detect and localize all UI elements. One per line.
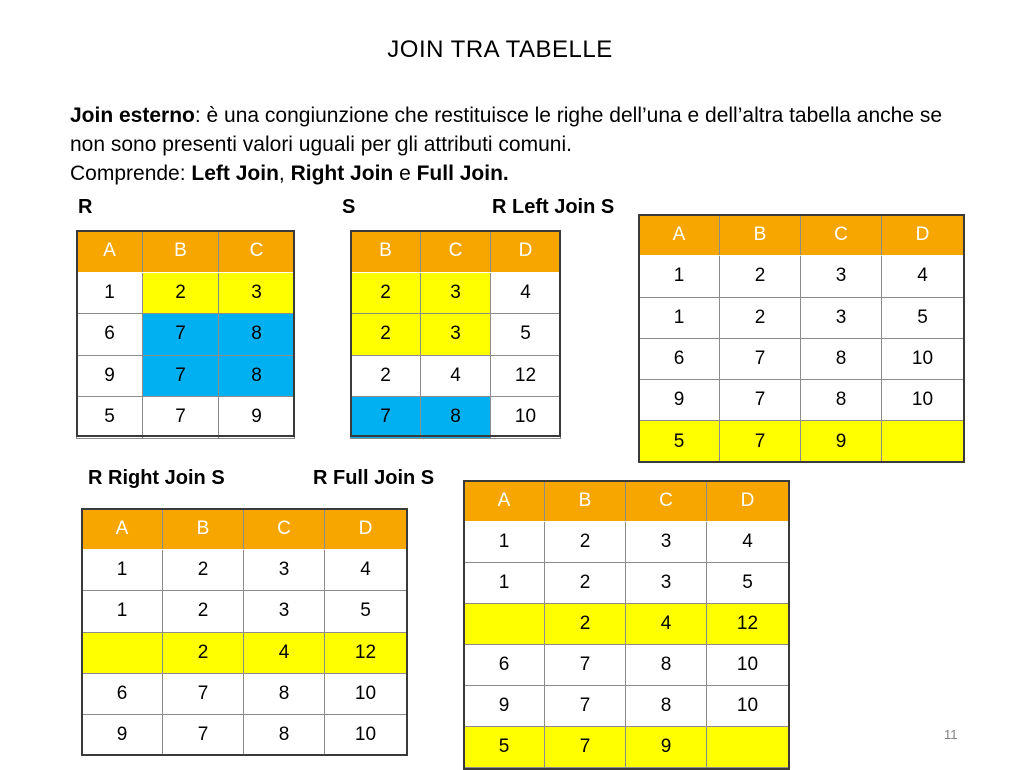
- table-cell: 5: [882, 297, 964, 338]
- table-row: [77, 397, 295, 439]
- table-cell: 2: [545, 563, 626, 604]
- term-join-esterno: Join esterno: [70, 104, 195, 127]
- table-cell: 1: [464, 522, 545, 563]
- table-cell: 9: [801, 421, 882, 462]
- table-cell: 8: [626, 686, 707, 727]
- table-cell: 8: [219, 355, 295, 397]
- table-cell: 3: [244, 550, 325, 591]
- header-cell: B: [351, 231, 421, 273]
- table-cell: 7: [720, 338, 801, 379]
- table-row: [639, 338, 964, 379]
- table-cell: 10: [325, 673, 407, 714]
- header-cell: C: [801, 215, 882, 256]
- header-cell: D: [325, 509, 407, 550]
- table-row: [82, 673, 407, 714]
- header-cell: A: [464, 481, 545, 522]
- table-left-join: [638, 214, 964, 463]
- table-cell: 3: [219, 272, 295, 314]
- table-cell: 5: [707, 563, 789, 604]
- table-cell: 10: [707, 686, 789, 727]
- table-row: [639, 380, 964, 421]
- header-cell: D: [882, 215, 964, 256]
- table-right-join: [81, 508, 407, 756]
- caption-s: S: [342, 196, 356, 218]
- table-cell: 2: [351, 272, 421, 314]
- table-row: [77, 314, 295, 356]
- table-row: [77, 272, 295, 314]
- table-cell: 5: [464, 727, 545, 768]
- header-cell: B: [163, 509, 244, 550]
- caption-left-join: R Left Join S: [492, 196, 615, 218]
- header-cell: A: [82, 509, 163, 550]
- table-cell: 10: [491, 397, 561, 439]
- table-cell: 1: [77, 272, 143, 314]
- header-cell: C: [244, 509, 325, 550]
- table-row: [464, 522, 789, 563]
- table-cell: 7: [720, 380, 801, 421]
- intro-comprende: Comprende:: [70, 162, 192, 185]
- table-row: [82, 714, 407, 755]
- header-cell: C: [626, 481, 707, 522]
- table-cell: 3: [421, 272, 491, 314]
- table-cell: 2: [720, 297, 801, 338]
- header-cell: C: [219, 231, 295, 273]
- table-row: [464, 727, 789, 768]
- intro-sep: ,: [278, 162, 291, 185]
- table-cell: 2: [545, 604, 626, 645]
- table-cell: [82, 632, 163, 673]
- table-cell: 6: [82, 673, 163, 714]
- table-cell: 8: [219, 314, 295, 356]
- table-cell: 1: [82, 550, 163, 591]
- table-cell: 4: [421, 355, 491, 397]
- table-cell: 9: [219, 397, 295, 439]
- header-cell: A: [639, 215, 720, 256]
- header-cell: B: [143, 231, 219, 273]
- table-cell: 1: [639, 297, 720, 338]
- table-cell: 7: [351, 397, 421, 439]
- table-header-row: [351, 231, 561, 273]
- table-cell: 12: [491, 355, 561, 397]
- table-cell: 2: [720, 256, 801, 297]
- header-cell: D: [707, 481, 789, 522]
- table-cell: [882, 421, 964, 462]
- table-cell: 9: [77, 355, 143, 397]
- table-cell: 5: [491, 314, 561, 356]
- table-cell: 4: [491, 272, 561, 314]
- table-row: [464, 645, 789, 686]
- table-row: [351, 355, 561, 397]
- table-row: [639, 256, 964, 297]
- term-full-join: Full Join.: [416, 162, 509, 185]
- table-cell: 8: [421, 397, 491, 439]
- table-cell: 8: [626, 645, 707, 686]
- table-cell: 6: [464, 645, 545, 686]
- table-cell: 4: [244, 632, 325, 673]
- term-left-join: Left Join: [191, 162, 279, 185]
- table-header-row: [639, 215, 964, 256]
- table-cell: 3: [421, 314, 491, 356]
- table-cell: 1: [82, 591, 163, 632]
- table-cell: 5: [77, 397, 143, 439]
- table-cell: 4: [626, 604, 707, 645]
- table-cell: 3: [801, 297, 882, 338]
- term-right-join: Right Join: [290, 162, 394, 185]
- table-cell: 4: [882, 256, 964, 297]
- table-cell: 7: [143, 314, 219, 356]
- table-cell: 2: [143, 272, 219, 314]
- table-cell: 2: [163, 591, 244, 632]
- table-cell: 7: [545, 686, 626, 727]
- header-cell: D: [491, 231, 561, 273]
- table-cell: 10: [882, 338, 964, 379]
- table-cell: 8: [801, 338, 882, 379]
- intro-definition: : è una congiunzione che restituisce le righe dell’una e dell’altra tabella anche se non sono presenti valori uguali per gli attributi comuni.: [70, 104, 943, 156]
- table-cell: 10: [325, 714, 407, 755]
- table-row: [82, 591, 407, 632]
- table-cell: 7: [143, 397, 219, 439]
- table-cell: 10: [707, 645, 789, 686]
- table-cell: 3: [801, 256, 882, 297]
- intro-paragraph: [70, 101, 970, 188]
- table-cell: 2: [351, 355, 421, 397]
- table-cell: 6: [639, 338, 720, 379]
- table-row: [82, 550, 407, 591]
- table-cell: 12: [325, 632, 407, 673]
- table-cell: 8: [244, 714, 325, 755]
- table-cell: 5: [639, 421, 720, 462]
- table-cell: 7: [163, 673, 244, 714]
- table-cell: [464, 604, 545, 645]
- table-cell: 2: [545, 522, 626, 563]
- table-cell: 9: [639, 380, 720, 421]
- table-header-row: [77, 231, 295, 273]
- table-cell: 7: [545, 645, 626, 686]
- table-row: [464, 563, 789, 604]
- header-cell: C: [421, 231, 491, 273]
- table-cell: 1: [464, 563, 545, 604]
- table-cell: 8: [244, 673, 325, 714]
- table-full-join: [463, 480, 789, 768]
- table-row: [77, 355, 295, 397]
- header-cell: A: [77, 231, 143, 273]
- caption-full-join: R Full Join S: [313, 467, 435, 489]
- table-cell: 2: [163, 632, 244, 673]
- table-row: [464, 604, 789, 645]
- table-cell: 4: [325, 550, 407, 591]
- table-cell: [707, 727, 789, 768]
- table-row: [639, 297, 964, 338]
- caption-r: R: [78, 196, 93, 218]
- caption-right-join: R Right Join S: [88, 467, 225, 489]
- table-row: [351, 272, 561, 314]
- header-cell: B: [720, 215, 801, 256]
- table-cell: 9: [82, 714, 163, 755]
- table-cell: 7: [163, 714, 244, 755]
- table-cell: 6: [77, 314, 143, 356]
- table-row: [351, 397, 561, 439]
- page-number: 11: [944, 727, 958, 742]
- table-cell: 9: [626, 727, 707, 768]
- table-cell: 12: [707, 604, 789, 645]
- table-row: [464, 686, 789, 727]
- table-s: [350, 230, 561, 439]
- intro-and: e: [393, 162, 417, 185]
- table-cell: 3: [244, 591, 325, 632]
- table-cell: 10: [882, 380, 964, 421]
- table-row: [82, 632, 407, 673]
- table-cell: 7: [720, 421, 801, 462]
- table-cell: 3: [626, 563, 707, 604]
- table-cell: 4: [707, 522, 789, 563]
- table-cell: 1: [639, 256, 720, 297]
- table-r: [76, 230, 295, 439]
- table-cell: 7: [545, 727, 626, 768]
- table-cell: 2: [351, 314, 421, 356]
- table-cell: 5: [325, 591, 407, 632]
- table-cell: 7: [143, 355, 219, 397]
- table-header-row: [82, 509, 407, 550]
- table-row: [351, 314, 561, 356]
- table-header-row: [464, 481, 789, 522]
- table-cell: 8: [801, 380, 882, 421]
- table-row: [639, 421, 964, 462]
- header-cell: B: [545, 481, 626, 522]
- table-cell: 2: [163, 550, 244, 591]
- slide-title: JOIN TRA TABELLE: [387, 36, 613, 63]
- table-cell: 9: [464, 686, 545, 727]
- table-cell: 3: [626, 522, 707, 563]
